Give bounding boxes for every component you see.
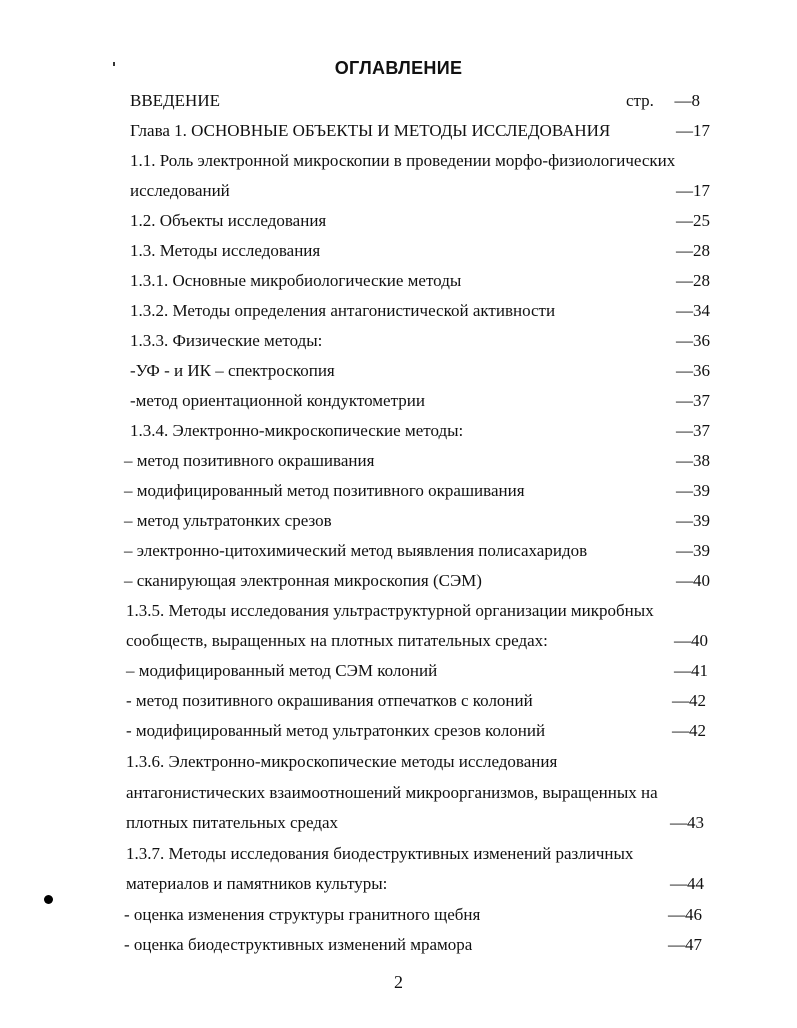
toc-entry-6: 1.3.1. Основные микробиологические методы: [130, 271, 462, 290]
toc-page-12: —38: [676, 451, 710, 470]
page-number: 2: [394, 972, 403, 992]
toc-page-8: —36: [676, 331, 710, 350]
toc-entry-9: -УФ - и ИК – спектроскопия: [130, 361, 335, 380]
toc-entry-25: 1.3.7. Методы исследования биодеструктивных изменений различных: [126, 844, 634, 863]
toc-page-16: —40: [676, 571, 710, 590]
toc-entry-8: 1.3.3. Физические методы:: [130, 331, 323, 350]
toc-page-13: —39: [676, 481, 710, 500]
toc-entry-26: материалов и памятников культуры:: [126, 874, 388, 893]
toc-page-4: —25: [676, 211, 710, 230]
toc-entry-10: -метод ориентационной кондуктометрии: [130, 391, 425, 410]
toc-page-20: —42: [672, 691, 706, 710]
toc-page-21: —42: [672, 721, 706, 740]
toc-page-7: —34: [676, 301, 710, 320]
toc-entry-2: 1.1. Роль электронной микроскопии в проведении морфо-физиологических: [130, 151, 676, 170]
toc-entry-27: - оценка изменения структуры гранитного щебня: [124, 905, 481, 924]
toc-entry-21: - модифицированный метод ультратонких срезов колоний: [126, 721, 546, 740]
toc-entry-12: – метод позитивного окрашивания: [124, 451, 375, 470]
toc-page-5: —28: [676, 241, 710, 260]
toc-entry-20: - метод позитивного окрашивания отпечатков с колоний: [126, 691, 533, 710]
toc-entry-23: антагонистических взаимоотношений микроорганизмов, выращенных на: [126, 783, 658, 802]
toc-page-9: —36: [676, 361, 710, 380]
toc-entry-22: 1.3.6. Электронно-микроскопические методы исследования: [126, 752, 558, 771]
toc-entry-1: Глава 1. ОСНОВНЫЕ ОБЪЕКТЫ И МЕТОДЫ ИССЛЕДОВАНИЯ: [130, 121, 611, 140]
page-column-label: стр.: [626, 91, 654, 110]
toc-entry-14: – метод ультратонких срезов: [124, 511, 332, 530]
toc-entry-5: 1.3. Методы исследования: [130, 241, 321, 260]
toc-entry-16: – сканирующая электронная микроскопия (СЭМ): [124, 571, 482, 590]
toc-entry-13: – модифицированный метод позитивного окрашивания: [124, 481, 525, 500]
toc-page-27: —46: [668, 905, 702, 924]
toc-entry-11: 1.3.4. Электронно-микроскопические методы:: [130, 421, 464, 440]
toc-page-19: —41: [674, 661, 708, 680]
toc-page-28: —47: [668, 935, 702, 954]
toc-entry-4: 1.2. Объекты исследования: [130, 211, 327, 230]
toc-page-15: —39: [676, 541, 710, 560]
scan-dot: [44, 895, 53, 904]
toc-page-3: —17: [676, 181, 710, 200]
toc-entry-18: сообществ, выращенных на плотных питательных средах:: [126, 631, 548, 650]
toc-page-0: —8: [674, 91, 700, 110]
toc-entry-15: – электронно-цитохимический метод выявления полисахаридов: [124, 541, 588, 560]
toc-entry-3: исследований: [130, 181, 230, 200]
toc-entry-0: ВВЕДЕНИЕ: [130, 91, 220, 110]
toc-title: ОГЛАВЛЕНИЕ: [334, 58, 463, 78]
toc-page-14: —39: [676, 511, 710, 530]
toc-entry-7: 1.3.2. Методы определения антагонистической активности: [130, 301, 556, 320]
toc-page-10: —37: [676, 391, 710, 410]
toc-page-26: —44: [670, 874, 704, 893]
toc-page-6: —28: [676, 271, 710, 290]
toc-page-11: —37: [676, 421, 710, 440]
toc-page-18: —40: [674, 631, 708, 650]
toc-entry-28: - оценка биодеструктивных изменений мрамора: [124, 935, 473, 954]
toc-entry-17: 1.3.5. Методы исследования ультраструктурной организации микробных: [126, 601, 654, 620]
toc-entry-24: плотных питательных средах: [126, 813, 339, 832]
toc-entry-19: – модифицированный метод СЭМ колоний: [126, 661, 438, 680]
toc-page-24: —43: [670, 813, 704, 832]
toc-page-1: —17: [676, 121, 710, 140]
